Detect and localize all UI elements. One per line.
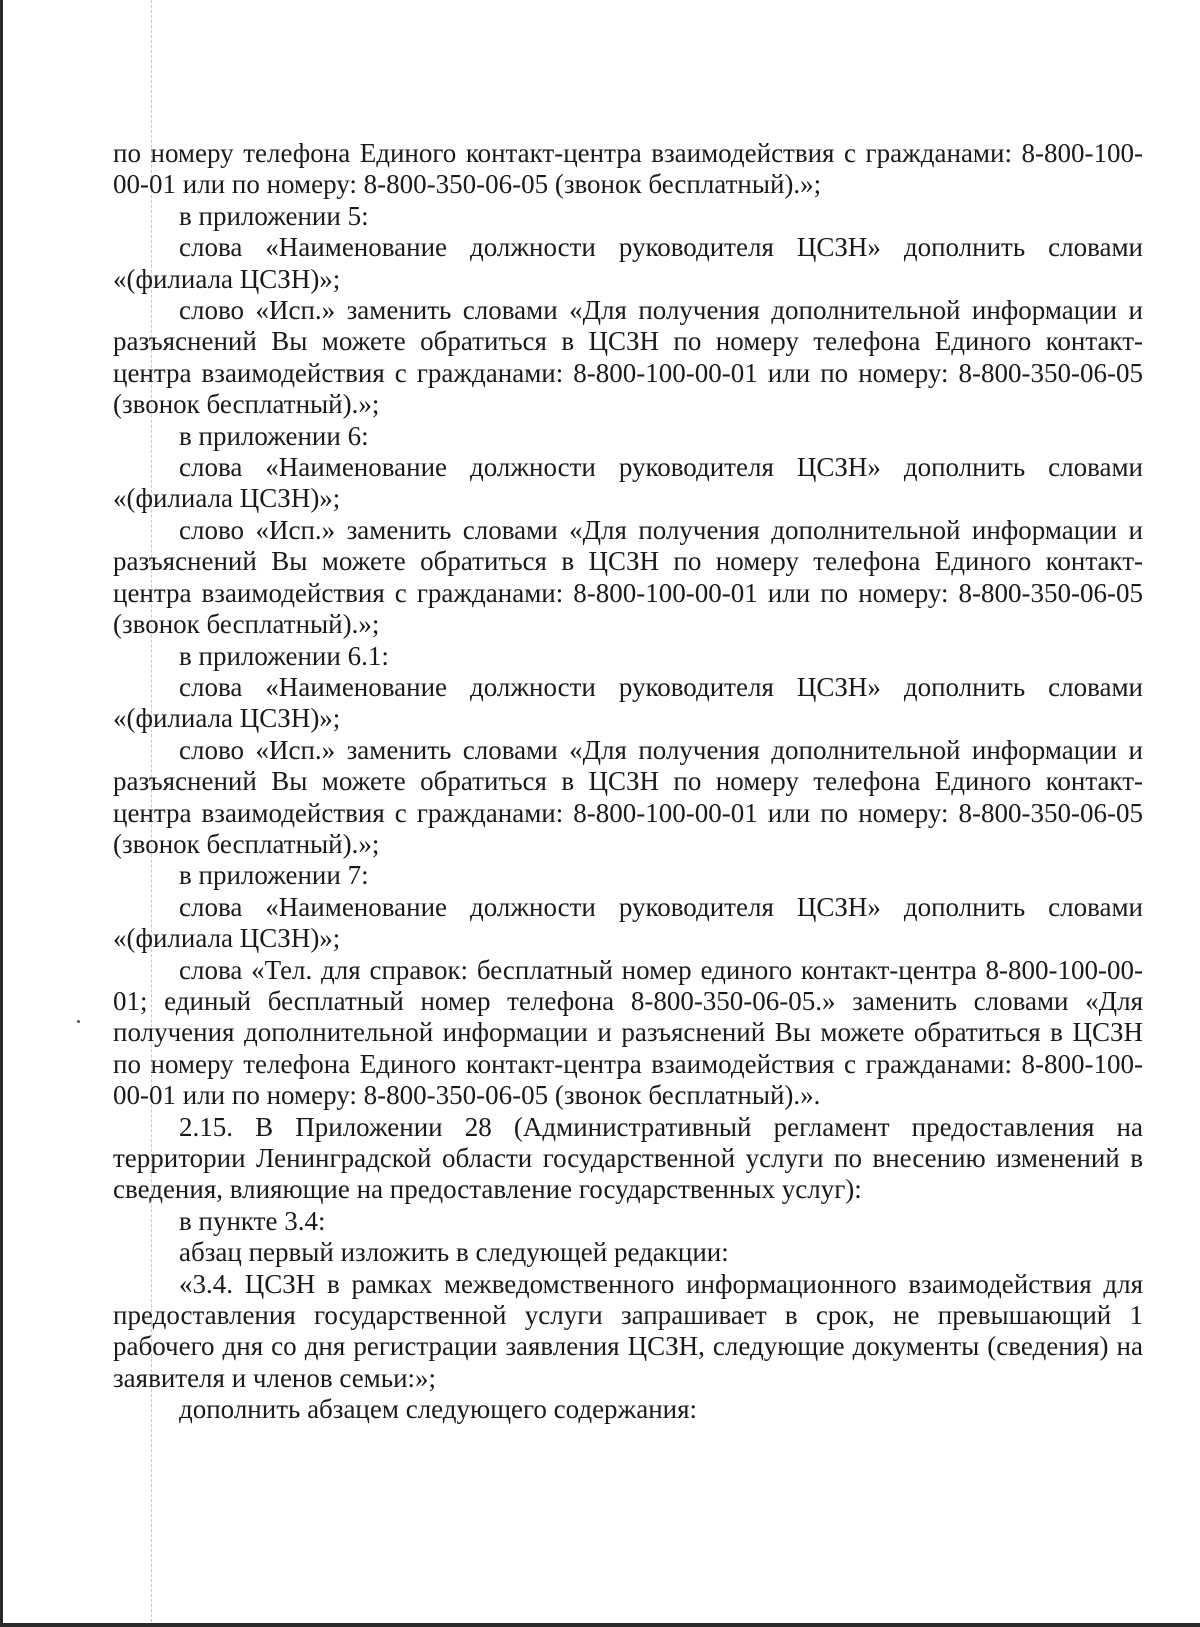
paragraph-first-abzac: абзац первый изложить в следующей редакции: [179, 1237, 729, 1268]
paragraph-appendix-6-heading: в приложении 6: [179, 420, 369, 451]
scan-border-left [0, 0, 3, 1627]
document-page [113, 138, 1143, 1426]
paragraph-appendix-6-isp: слово «Исп.» заменить словами «Для получения дополнительной информации и разъяснений Вы можете обратиться в ЦСЗН по номеру телефона Единого контакт-центра взаимодействия с гражданами: 8-800-100-00-01 или по номеру: 8-800-350-06-05 (звонок бесплатный).»; [113, 514, 1143, 640]
paragraph-section-2-15: 2.15. В Приложении 28 (Административный регламент предоставления на территории Ленинградской области государственной услуги по внесению изменений в сведения, влияющие на предоставление государственных услуг): [113, 1111, 1143, 1205]
paragraph-appendix-6-words: слова «Наименование должности руководителя ЦСЗН» дополнить словами «(филиала ЦСЗН)»; [113, 452, 1143, 514]
paragraph-appendix-6-1-heading: в приложении 6.1: [179, 640, 389, 671]
scan-speck [77, 1020, 80, 1023]
scan-border-bottom [0, 1623, 1200, 1627]
paragraph-point-3-4: в пункте 3.4: [179, 1205, 326, 1236]
paragraph-appendix-7-heading: в приложении 7: [179, 860, 369, 891]
paragraph-appendix-5-heading: в приложении 5: [179, 200, 369, 231]
paragraph-appendix-5-isp: слово «Исп.» заменить словами «Для получения дополнительной информации и разъяснений Вы можете обратиться в ЦСЗН по номеру телефона Единого контакт-центра взаимодействия с гражданами: 8-800-100-00-01 или по номеру: 8-800-350-06-05 (звонок бесплатный).»; [113, 295, 1143, 420]
paragraph-appendix-6-1-isp: слово «Исп.» заменить словами «Для получения дополнительной информации и разъяснений Вы можете обратиться в ЦСЗН по номеру телефона Единого контакт-центра взаимодействия с гражданами: 8-800-100-00-01 или по номеру: 8-800-350-06-05 (звонок бесплатный).»; [113, 734, 1143, 859]
paragraph-appendix-7-tel: слова «Тел. для справок: бесплатный номер единого контакт-центра 8-800-100-00-01; единый бесплатный номер телефона 8-800-350-06-05.» заменить словами «Для получения дополнительной информации и разъяснений Вы можете обратиться в ЦСЗН по номеру телефона Единого контакт-центра взаимодействия с гражданами: 8-800-100-00-01 или по номеру: 8-800-350-06-05 (звонок бесплатный).». [113, 954, 1143, 1111]
paragraph-quote-3-4: «3.4. ЦСЗН в рамках межведомственного информационного взаимодействия для предоставления государственной услуги запрашивает в срок, не превышающий 1 рабочего дня со дня регистрации заявления ЦСЗН, следующие документы (сведения) на заявителя и членов семьи:»; [113, 1268, 1143, 1393]
paragraph-appendix-7-words: слова «Наименование должности руководителя ЦСЗН» дополнить словами «(филиала ЦСЗН)»; [113, 891, 1143, 954]
paragraph-continuation: по номеру телефона Единого контакт-центра взаимодействия с гражданами: 8-800-100-00-01 или по номеру: 8-800-350-06-05 (звонок бесплатный).»; [113, 138, 1143, 200]
paragraph-appendix-6-1-words: слова «Наименование должности руководителя ЦСЗН» дополнить словами «(филиала ЦСЗН)»; [113, 671, 1143, 734]
paragraph-appendix-5-words: слова «Наименование должности руководителя ЦСЗН» дополнить словами «(филиала ЦСЗН)»; [113, 232, 1143, 294]
paragraph-add-abzac: дополнить абзацем следующего содержания: [179, 1394, 698, 1425]
